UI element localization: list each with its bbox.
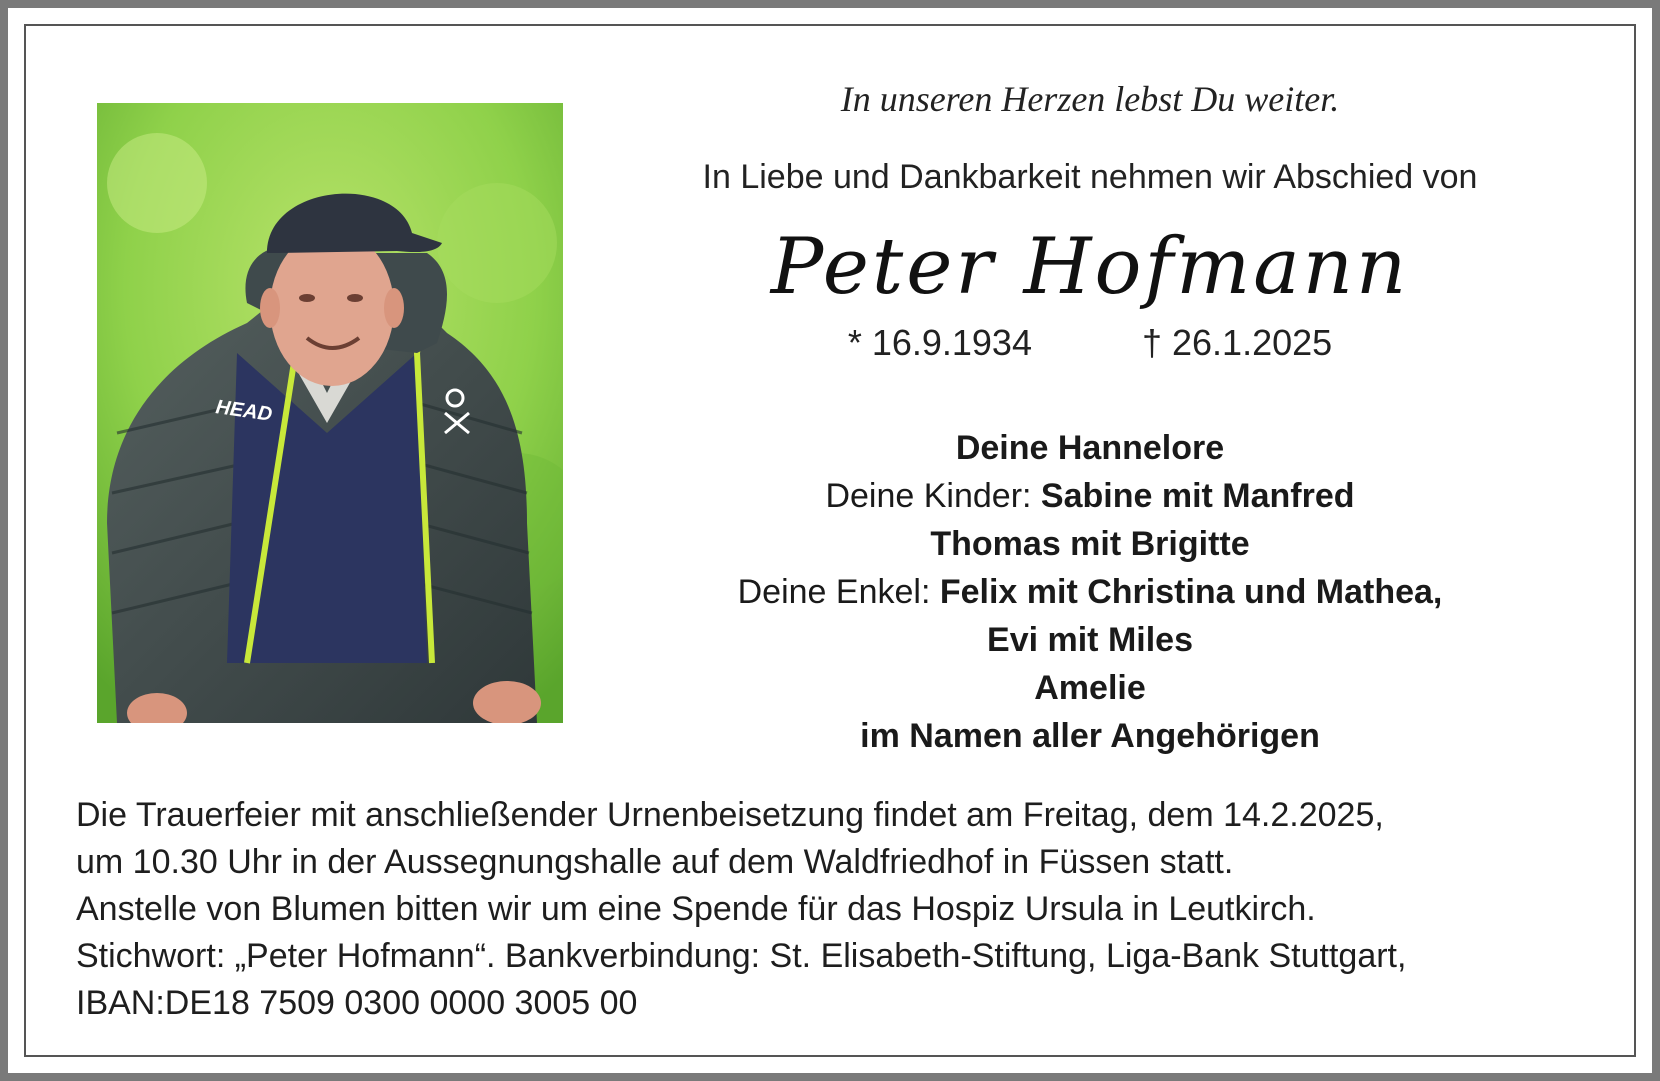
grandchildren-names-2: Evi mit Miles [987, 621, 1193, 659]
grandchildren-names-3: Amelie [1034, 669, 1146, 707]
grandchildren-label: Deine Enkel: [737, 573, 931, 611]
mourners-list [600, 424, 1580, 760]
children-names-1: Sabine mit Manfred [1040, 477, 1355, 515]
spouse-line: Deine Hannelore [955, 429, 1225, 467]
grandchildren-line [600, 568, 1580, 616]
jacket-brand-label: HEAD [214, 396, 274, 426]
service-line-2: um 10.30 Uhr in der Aussegnungshalle auf dem Waldfriedhof in Füssen statt. [76, 843, 1234, 881]
portrait-photo [97, 103, 563, 723]
motto: In unseren Herzen lebst Du weiter. [840, 79, 1340, 119]
grandchildren-names-1: Felix mit Christina und Mathea, [939, 573, 1443, 611]
donation-line: Anstelle von Blumen bitten wir um eine Spende für das Hospiz Ursula in Leutkirch. [76, 890, 1316, 928]
intro-text: In Liebe und Dankbarkeit nehmen wir Abschied von [702, 158, 1478, 196]
iban-line: IBAN:DE18 7509 0300 0000 3005 00 [76, 984, 638, 1022]
life-dates [600, 322, 1580, 364]
birth-date: * 16.9.1934 [847, 322, 1032, 363]
children-label: Deine Kinder: [825, 477, 1032, 515]
children-line [600, 472, 1580, 520]
bank-line: Stichwort: „Peter Hofmann“. Bankverbindung: St. Elisabeth-Stiftung, Liga-Bank Stuttgart, [76, 937, 1407, 975]
service-line-1: Die Trauerfeier mit anschließender Urnenbeisetzung findet am Freitag, dem 14.2.2025, [76, 796, 1384, 834]
closing-line: im Namen aller Angehörigen [860, 717, 1320, 755]
service-details [76, 792, 1616, 1027]
death-date: † 26.1.2025 [1141, 322, 1333, 363]
children-names-2: Thomas mit Brigitte [930, 525, 1250, 563]
deceased-name: Peter Hofmann [770, 222, 1410, 312]
